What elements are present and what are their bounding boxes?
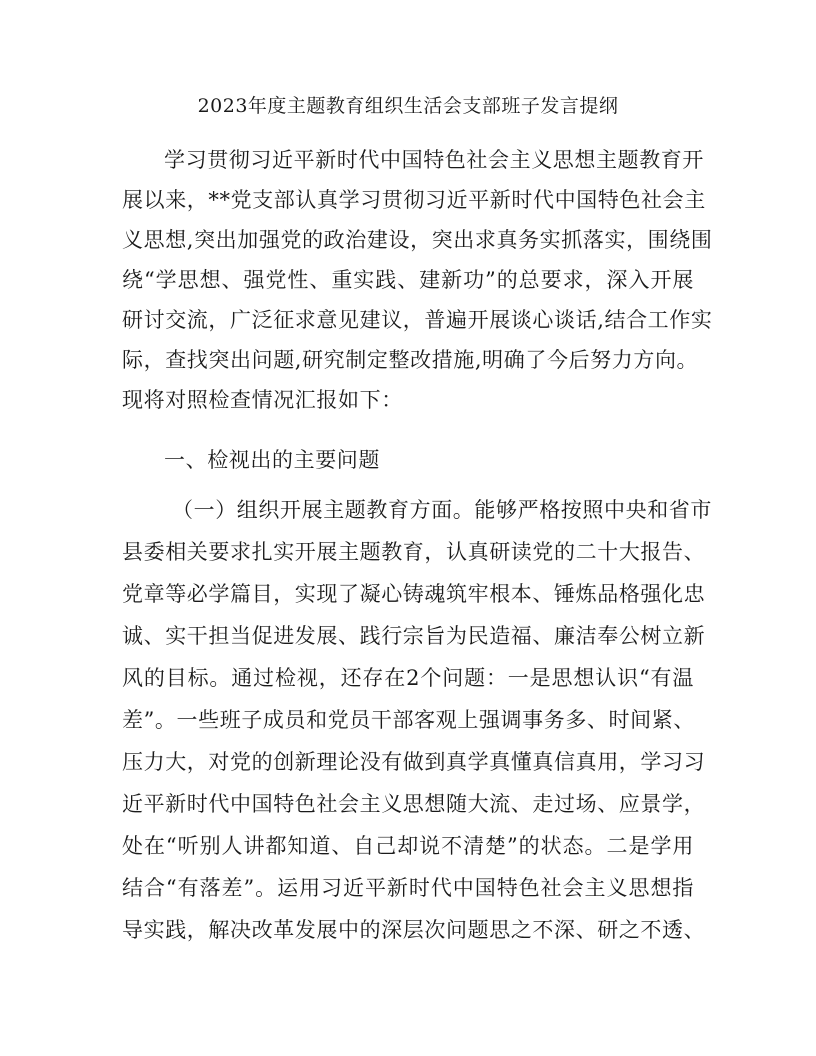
intro-line: 绕“学思想、强党性、重实践、建新功”的总要求，深入开展 <box>122 268 694 292</box>
section-line: 差”。一些班子成员和党员干部客观上强调事务多、时间紧、 <box>122 708 695 732</box>
section-line: 处在“听别人讲都知道、自己却说不清楚”的状态。二是学用 <box>122 834 694 858</box>
intro-line: 展以来，**党支部认真学习贯彻习近平新时代中国特色社会主 <box>122 188 706 212</box>
section-line: 导实践，解决改革发展中的深层次问题思之不深、研之不透、 <box>122 918 706 942</box>
section-line: 县委相关要求扎实开展主题教育，认真研读党的二十大报告、 <box>122 540 706 564</box>
intro-line: 现将对照检查情况汇报如下： <box>122 388 403 412</box>
intro-line: 学习贯彻习近平新时代中国特色社会主义思想主题教育开 <box>164 148 704 172</box>
section-heading: 一、检视出的主要问题 <box>164 448 380 472</box>
section-line: 结合“有落差”。运用习近平新时代中国特色社会主义思想指 <box>122 876 694 900</box>
section-line: 风的目标。通过检视，还存在2个问题：一是思想认识“有温 <box>122 666 694 690</box>
intro-line: 义思想,突出加强党的政治建设，突出求真务实抓落实，围绕围 <box>122 228 713 252</box>
document-title: 2023年度主题教育组织生活会支部班子发言提纲 <box>197 95 619 117</box>
section-line: 诚、实干担当促进发展、践行宗旨为民造福、廉洁奉公树立新 <box>122 624 706 648</box>
section-line: 压力大，对党的创新理论没有做到真学真懂真信真用，学习习 <box>122 750 706 774</box>
section-line: （一）组织开展主题教育方面。能够严格按照中央和省市 <box>172 498 712 522</box>
intro-line: 际，查找突出问题,研究制定整改措施,明确了今后努力方向。 <box>122 348 699 372</box>
section-line: 近平新时代中国特色社会主义思想随大流、走过场、应景学， <box>122 792 706 816</box>
intro-line: 研讨交流，广泛征求意见建议，普遍开展谈心谈话,结合工作实 <box>122 308 713 332</box>
section-line: 党章等必学篇目，实现了凝心铸魂筑牢根本、锤炼品格强化忠 <box>122 582 706 606</box>
